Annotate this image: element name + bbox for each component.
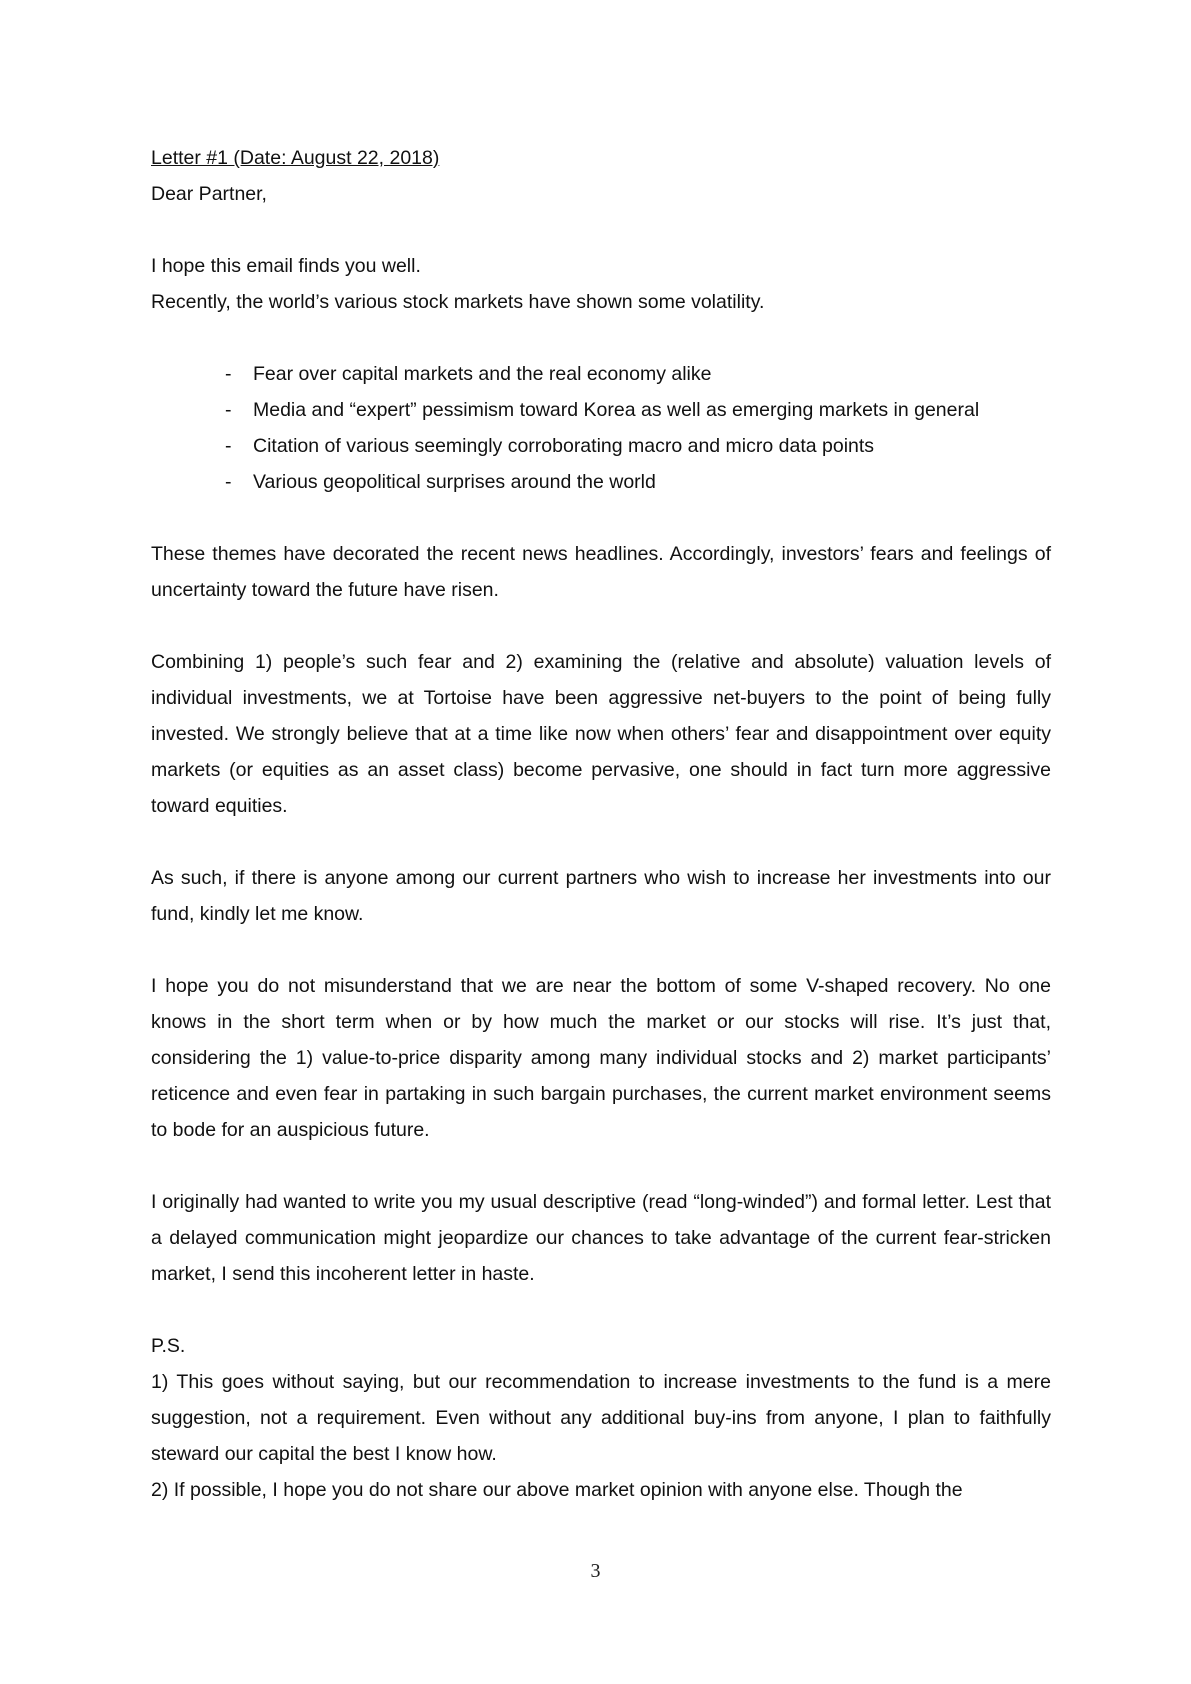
spacer [151, 824, 1051, 860]
spacer [151, 500, 1051, 536]
spacer [151, 608, 1051, 644]
list-item-text: Citation of various seemingly corroborating macro and micro data points [253, 435, 875, 457]
paragraph-strategy: Combining 1) people’s such fear and 2) examining the (relative and absolute) valuation levels of individual investments, we at Tortoise have been aggressive net-buyers to the point of being fully invested. We strongly believe that at a time like now when others’ fear and disappointment over equity markets (or equities as an asset class) become pervasive, one should in fact turn more aggressive toward equities. [151, 651, 1051, 817]
list-item [151, 392, 1051, 428]
paragraph-caution: I hope you do not misunderstand that we are near the bottom of some V-shaped recovery. No one knows in the short term when or by how much the market or our stocks will rise. It’s just that, considering the 1) value-to-price disparity among many individual stocks and 2) market participants’ reticence and even fear in partaking in such bargain purchases, the current market environment seems to bode for an auspicious future. [151, 975, 1051, 1141]
spacer [151, 1292, 1051, 1328]
list-item-text: Fear over capital markets and the real economy alike [253, 363, 712, 385]
spacer [151, 932, 1051, 968]
opening-line: I hope this email finds you well. [151, 255, 421, 277]
paragraph-invitation: As such, if there is anyone among our current partners who wish to increase her investments into our fund, kindly let me know. [151, 867, 1051, 925]
list-item-text: Various geopolitical surprises around the world [253, 471, 656, 493]
list-item [151, 356, 1051, 392]
letter-body [151, 140, 1051, 1508]
spacer [151, 1148, 1051, 1184]
ps-label: P.S. [151, 1335, 186, 1357]
salutation: Dear Partner, [151, 183, 267, 205]
bullet-marker: - [225, 435, 232, 457]
bullet-list [151, 356, 1051, 500]
ps-item: 2) If possible, I hope you do not share our above market opinion with anyone else. Though the [151, 1479, 963, 1501]
paragraph-haste: I originally had wanted to write you my usual descriptive (read “long-winded”) and formal letter. Lest that a delayed communication might jeopardize our chances to take advantage of the current fear-stricken market, I send this incoherent letter in haste. [151, 1191, 1051, 1285]
list-item-text: Media and “expert” pessimism toward Korea as well as emerging markets in general [253, 399, 980, 421]
bullet-marker: - [225, 471, 232, 493]
list-item [151, 428, 1051, 464]
list-item [151, 464, 1051, 500]
paragraph-themes: These themes have decorated the recent news headlines. Accordingly, investors’ fears and feelings of uncertainty toward the future have risen. [151, 543, 1051, 601]
opening-line: Recently, the world’s various stock markets have shown some volatility. [151, 291, 765, 313]
spacer [151, 320, 1051, 356]
bullet-marker: - [225, 363, 232, 385]
letter-heading: Letter #1 (Date: August 22, 2018) [151, 147, 440, 169]
bullet-marker: - [225, 399, 232, 421]
spacer [151, 212, 1051, 248]
page-number: 3 [590, 1560, 601, 1582]
ps-item: 1) This goes without saying, but our recommendation to increase investments to the fund is a mere suggestion, not a requirement. Even without any additional buy-ins from anyone, I plan to faithfully steward our capital the best I know how. [151, 1371, 1051, 1465]
